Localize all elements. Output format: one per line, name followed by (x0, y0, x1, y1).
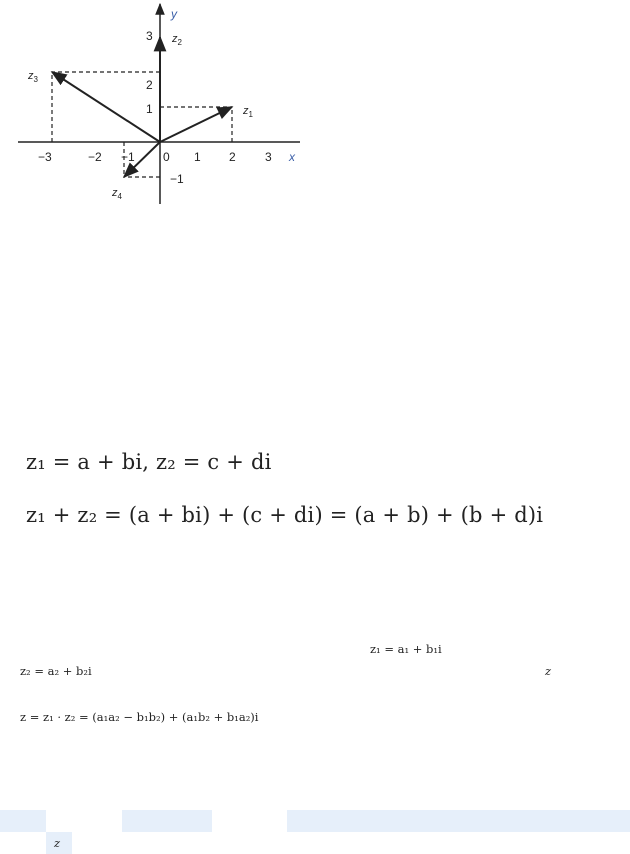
variable-z: z (545, 664, 552, 678)
equation-product: z = z₁ · z₂ = (a₁a₂ − b₁b₂) + (a₁b₂ + b₁a₂)i (20, 710, 259, 724)
highlight-block-1 (0, 810, 46, 832)
dashed-guides (52, 72, 232, 177)
vector-z3 (52, 72, 160, 142)
axis-labels (27, 7, 296, 201)
label-z3: $z_3$ (28, 70, 38, 84)
x-tick-0: 0 (163, 150, 170, 164)
x-tick-3: 3 (265, 150, 272, 164)
complex-plane-diagram (0, 0, 330, 215)
x-axis-name: x (289, 150, 295, 164)
x-tick--3: −3 (38, 150, 52, 164)
y-tick-3: 3 (146, 29, 153, 43)
y-tick--1: −1 (170, 172, 184, 186)
x-tick-2: 2 (229, 150, 236, 164)
x-tick--1: −1 (121, 150, 135, 164)
y-tick-2: 2 (146, 78, 153, 92)
equation-sum: z₁ + z₂ = (a + bi) + (c + di) = (a + b) + (b + d)i (26, 503, 544, 527)
x-tick-1: 1 (194, 150, 201, 164)
y-axis-name: y (171, 7, 177, 21)
label-z2: $z_2$ (172, 33, 182, 47)
highlight-block-2 (122, 810, 212, 832)
x-tick--2: −2 (88, 150, 102, 164)
highlight-block-3 (287, 810, 630, 832)
label-z1: $z_1$ (243, 105, 253, 119)
y-tick-1: 1 (146, 102, 153, 116)
equation-z2-components: z₂ = a₂ + b₂i (20, 664, 92, 678)
vector-z1 (160, 107, 232, 142)
variable-z-highlighted: z (54, 836, 61, 850)
equation-definitions: z₁ = a + bi, z₂ = c + di (26, 450, 272, 474)
equation-z1-components: z₁ = a₁ + b₁i (370, 642, 442, 656)
label-z4: $z_4$ (112, 187, 122, 201)
